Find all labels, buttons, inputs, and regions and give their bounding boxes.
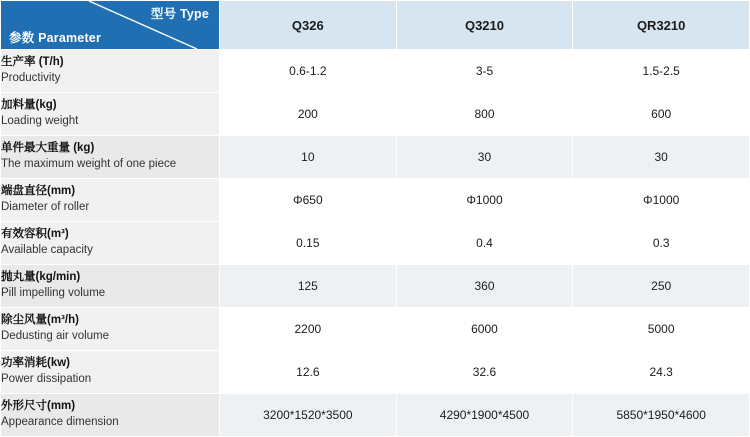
- header-corner-cell: [1, 1, 220, 50]
- table-row: [1, 265, 750, 308]
- value-cell: Φ1000: [573, 179, 750, 222]
- table-row: [1, 308, 750, 351]
- value-cell: 30: [573, 136, 750, 179]
- table-row: [1, 136, 750, 179]
- parameter-label-en: Loading weight: [1, 115, 79, 127]
- parameter-label-cn: 生产率 (T/h): [1, 56, 64, 69]
- parameter-cell: [1, 222, 220, 265]
- header-parameter-label: 参数 Parameter: [9, 31, 102, 45]
- parameter-label-cn: 外形尺寸(mm): [1, 400, 76, 413]
- table-body: [1, 50, 750, 437]
- value-cell: 12.6: [220, 351, 397, 394]
- parameter-label-cn: 单件最大重量 (kg): [1, 142, 95, 155]
- parameter-label-en: Pill impelling volume: [1, 287, 106, 299]
- value-cell: 5000: [573, 308, 750, 351]
- value-cell: 1.5-2.5: [573, 50, 750, 93]
- parameter-label-en: Power dissipation: [1, 373, 92, 385]
- value-cell: 3-5: [396, 50, 573, 93]
- parameter-cell: [1, 394, 220, 437]
- value-cell: 32.6: [396, 351, 573, 394]
- value-cell: 30: [396, 136, 573, 179]
- model-header-2: Q3210: [396, 1, 573, 50]
- model-header-1: Q326: [220, 1, 397, 50]
- value-cell: 0.3: [573, 222, 750, 265]
- parameter-label-en: Diameter of roller: [1, 201, 90, 213]
- value-cell: 3200*1520*3500: [220, 394, 397, 437]
- parameter-cell: [1, 136, 220, 179]
- value-cell: 200: [220, 93, 397, 136]
- parameter-cell: [1, 179, 220, 222]
- value-cell: 800: [396, 93, 573, 136]
- value-cell: 10: [220, 136, 397, 179]
- parameter-label-en: Dedusting air volume: [1, 330, 110, 342]
- header-type-label: 型号 Type: [150, 7, 209, 21]
- parameter-label-cn: 加料量(kg): [1, 99, 57, 112]
- parameter-label-en: Productivity: [1, 72, 61, 84]
- parameter-label-cn: 功率消耗(kw): [1, 357, 70, 370]
- parameter-label-cn: 有效容积(m³): [1, 228, 69, 241]
- value-cell: 0.6-1.2: [220, 50, 397, 93]
- parameter-label-cn: 端盘直径(mm): [1, 185, 76, 198]
- parameter-cell: [1, 351, 220, 394]
- parameter-cell: [1, 93, 220, 136]
- table-row: [1, 394, 750, 437]
- value-cell: 24.3: [573, 351, 750, 394]
- value-cell: 600: [573, 93, 750, 136]
- value-cell: 4290*1900*4500: [396, 394, 573, 437]
- parameter-label-en: The maximum weight of one piece: [1, 158, 177, 170]
- value-cell: 0.4: [396, 222, 573, 265]
- table-row: [1, 222, 750, 265]
- table-row: [1, 50, 750, 93]
- value-cell: Φ1000: [396, 179, 573, 222]
- table-header-row: [1, 1, 750, 50]
- value-cell: 5850*1950*4600: [573, 394, 750, 437]
- value-cell: 6000: [396, 308, 573, 351]
- parameter-cell: [1, 308, 220, 351]
- value-cell: 125: [220, 265, 397, 308]
- parameter-label-en: Appearance dimension: [1, 416, 119, 428]
- value-cell: 360: [396, 265, 573, 308]
- value-cell: 0.15: [220, 222, 397, 265]
- table-row: [1, 179, 750, 222]
- parameter-label-cn: 抛丸量(kg/min): [1, 271, 81, 284]
- parameter-cell: [1, 50, 220, 93]
- value-cell: 2200: [220, 308, 397, 351]
- value-cell: Φ650: [220, 179, 397, 222]
- model-header-3: QR3210: [573, 1, 750, 50]
- table-row: [1, 93, 750, 136]
- parameter-label-cn: 除尘风量(m³/h): [1, 314, 79, 327]
- parameter-cell: [1, 265, 220, 308]
- value-cell: 250: [573, 265, 750, 308]
- parameter-label-en: Available capacity: [1, 244, 93, 256]
- table-row: [1, 351, 750, 394]
